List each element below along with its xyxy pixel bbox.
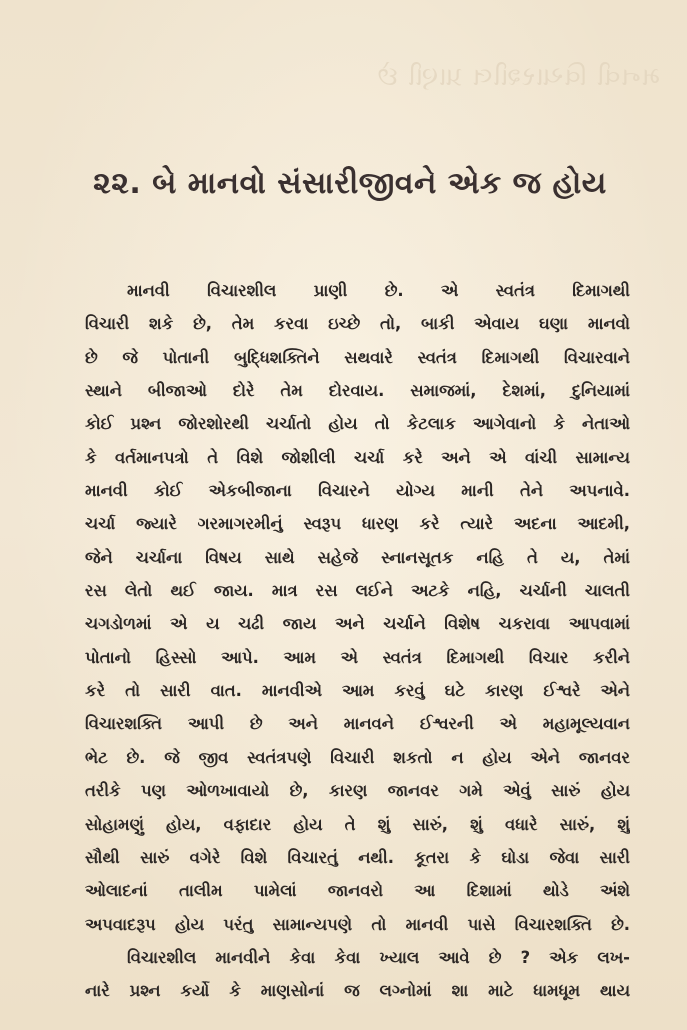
text-line: ચગડોળમાં એ ય ચઢી જાય અને ચર્ચાને વિશેષ ચકરાવા આપવામાં bbox=[85, 614, 630, 634]
text-line: નારે પ્રશ્ન કર્યો કે માણસોનાં જ લગ્નોમાં શા માટે ધામધૂમ થાય bbox=[85, 981, 630, 1001]
bleed-through-text: મનવી વિચારશીલ પ્રાણી છે bbox=[376, 62, 660, 92]
text-line: માનવી વિચારશીલ પ્રાણી છે. એ સ્વતંત્ર દિમાગથી bbox=[127, 281, 630, 300]
text-line: કે વર્તમાનપત્રો તે વિશે જોશીલી ચર્ચા કરે અને એ વાંચી સામાન્ય bbox=[85, 447, 630, 467]
text-line: માનવી કોઈ એકબીજાના વિચારને યોગ્ય માની તેને અપનાવે. bbox=[85, 481, 630, 501]
text-line: ચર્ચા જ્યારે ગરમાગરમીનું સ્વરૂપ ધારણ કરે ત્યારે અદના આદમી, bbox=[85, 514, 630, 534]
text-line: વિચારી શકે છે, તેમ કરવા ઇચ્છે તો, બાકી એવાય ઘણા માનવો bbox=[85, 314, 630, 334]
text-line: અપવાદરૂપ હોય પરંતુ સામાન્યપણે તો માનવી પાસે વિચારશક્તિ છે. bbox=[85, 914, 630, 934]
text-line: કરે તો સારી વાત. માનવીએ આમ કરવું ઘટે કારણ ઈશ્વરે એને bbox=[85, 681, 630, 701]
text-line: જેને ચર્ચાના વિષય સાથે સહેજે સ્નાનસૂતક નહિ તે ય, તેમાં bbox=[85, 547, 630, 567]
body-text bbox=[85, 274, 630, 1008]
text-line: રસ લેતો થઈ જાય. માત્ર રસ લઈને અટકે નહિ, ચર્ચાની ચાલતી bbox=[85, 581, 630, 601]
text-line: સૌથી સારું વગેરે વિશે વિચારતું નથી. કૂતરા કે ઘોડા જેવા સારી bbox=[85, 847, 630, 867]
text-line: સોહામણું હોય, વફાદાર હોય તે શું સારું, શું વધારે સારું, શું bbox=[85, 814, 630, 834]
text-line: વિચારશીલ માનવીને કેવા કેવા ખ્યાલ આવે છે ? એક લખ- bbox=[127, 947, 630, 967]
text-line: સ્થાને બીજાઓ દોરે તેમ દોરવાય. સમાજમાં, દેશમાં, દુનિયામાં bbox=[85, 381, 630, 401]
chapter-title: ૨૨. બે માનવો સંસારીજીવને એક જ હોય bbox=[93, 166, 607, 201]
text-line: છે જે પોતાની બુદ્ધિશક્તિને સથવારે સ્વતંત્ર દિમાગથી વિચારવાને bbox=[85, 347, 630, 367]
text-line: ઓલાદનાં તાલીમ પામેલાં જાનવરો આ દિશામાં થોડે અંશે bbox=[85, 881, 630, 901]
text-line: પોતાનો હિસ્સો આપે. આમ એ સ્વતંત્ર દિમાગથી વિચાર કરીને bbox=[85, 647, 630, 667]
text-line: ભેટ છે. જે જીવ સ્વતંત્રપણે વિચારી શકતો ન હોય એને જાનવર bbox=[85, 747, 630, 767]
text-line: કોઈ પ્રશ્ન જોરશોરથી ચર્ચાતો હોય તો કેટલાક આગેવાનો કે નેતાઓ bbox=[85, 414, 630, 434]
text-line: તરીકે પણ ઓળખાવાયો છે, કારણ જાનવર ગમે એવું સારું હોય bbox=[85, 781, 630, 801]
text-line: વિચારશક્તિ આપી છે અને માનવને ઈશ્વરની એ મહામૂલ્યવાન bbox=[85, 714, 630, 734]
